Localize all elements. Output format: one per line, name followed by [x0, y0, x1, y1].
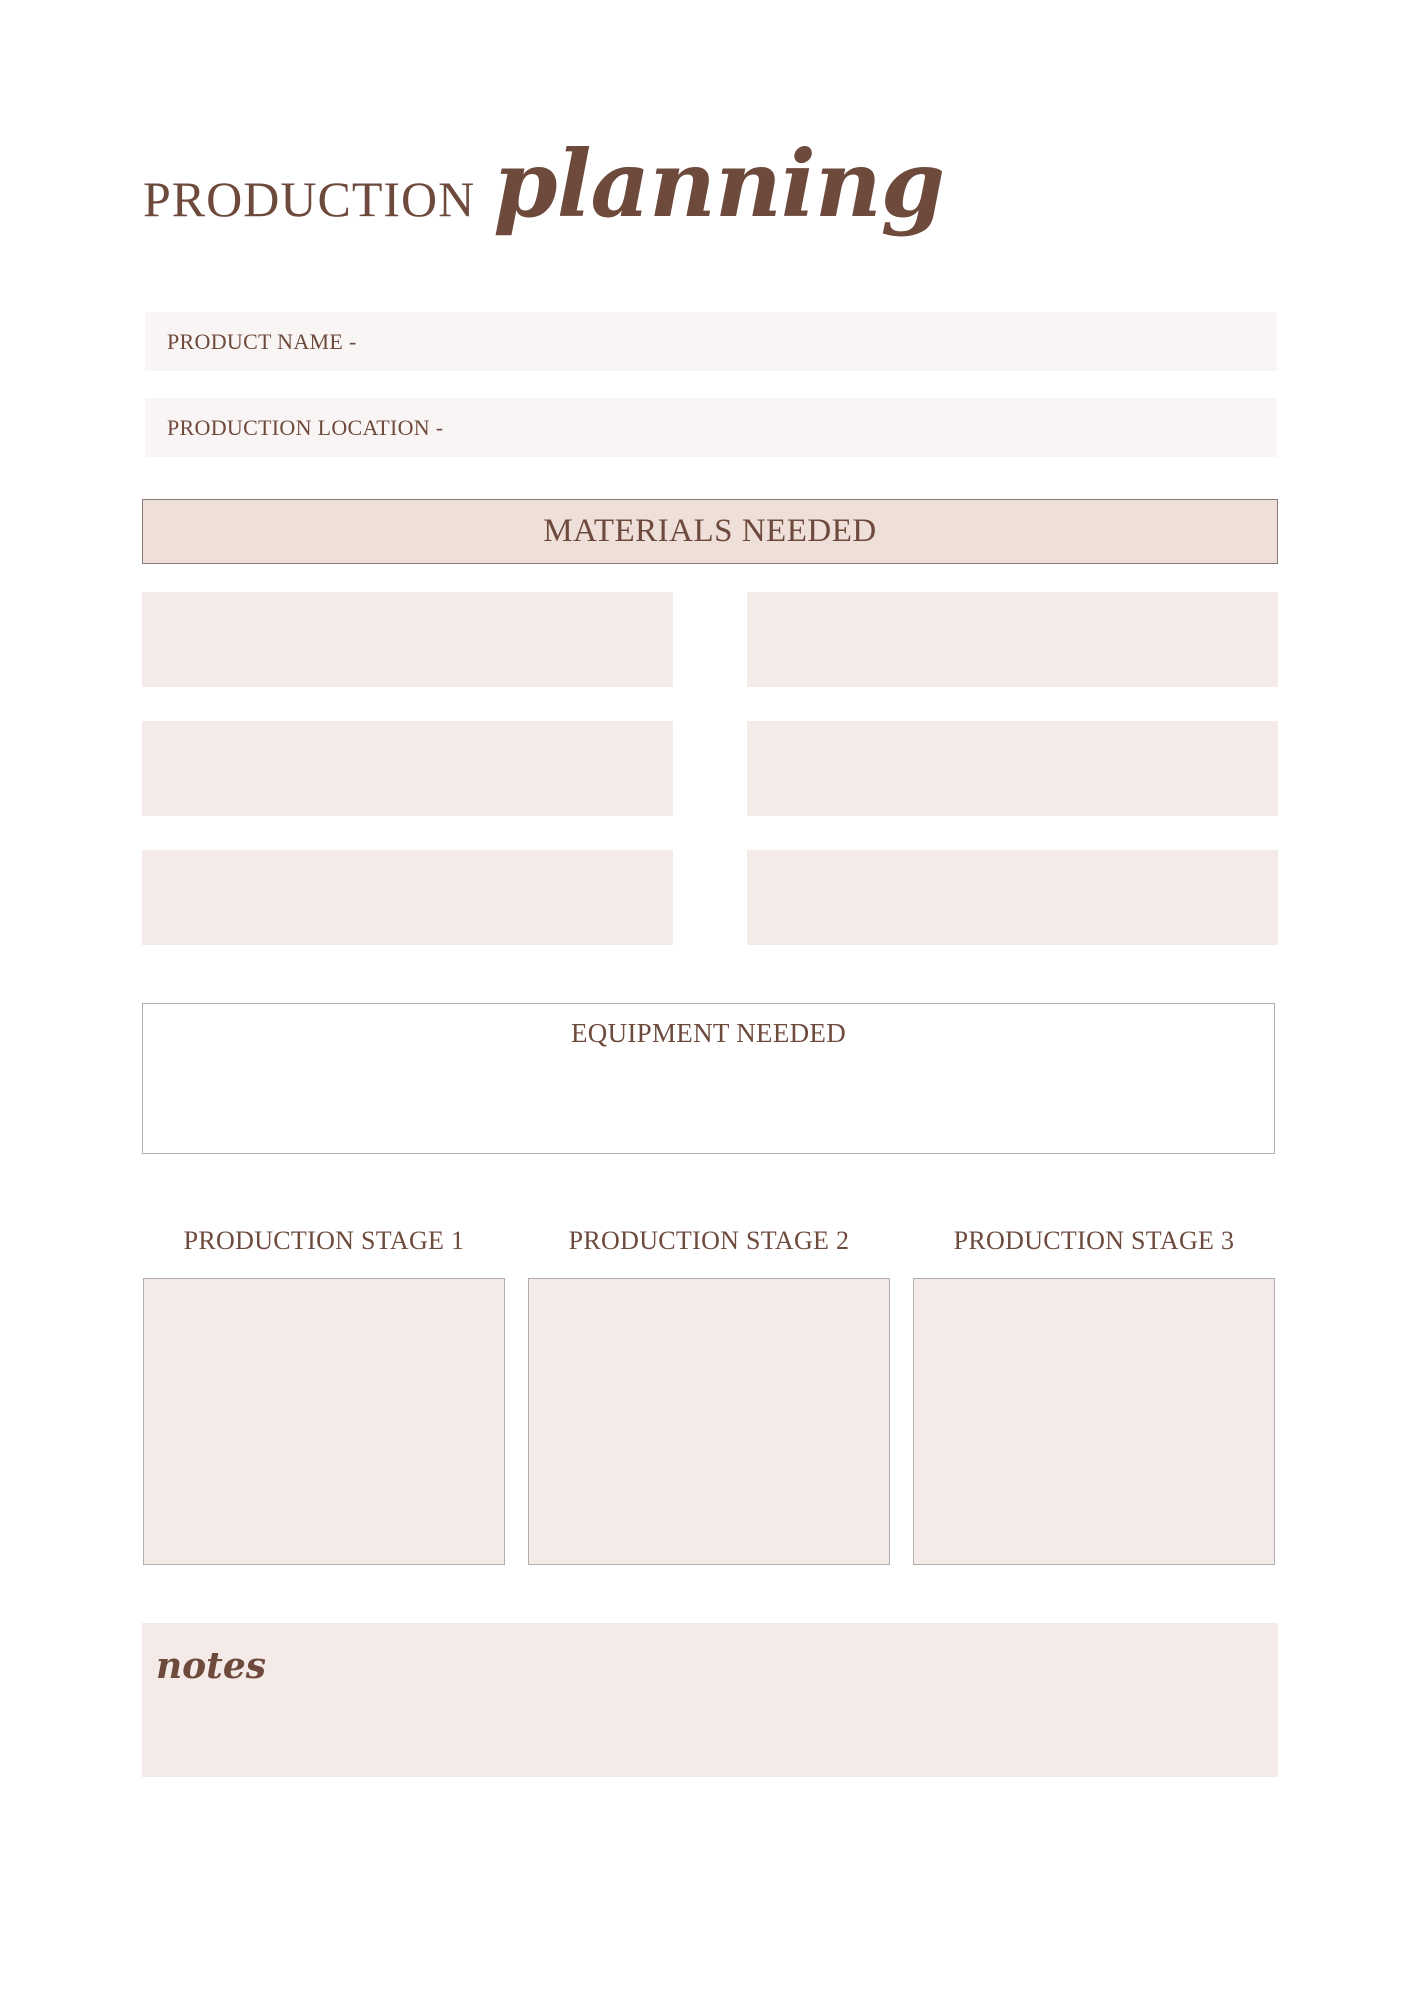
page-title — [143, 130, 944, 250]
stage-2-label: PRODUCTION STAGE 2 — [568, 1226, 850, 1255]
stage-2-box[interactable] — [528, 1278, 890, 1565]
notes-box[interactable] — [142, 1623, 1278, 1777]
title-main-text: PRODUCTION — [143, 171, 476, 227]
stage-3-box[interactable] — [913, 1278, 1275, 1565]
title-script-text: planning — [493, 130, 945, 238]
material-entry-4[interactable] — [747, 721, 1278, 816]
production-location-field[interactable] — [145, 398, 1277, 457]
material-entry-5[interactable] — [142, 850, 673, 945]
stage-3-label: PRODUCTION STAGE 3 — [953, 1226, 1235, 1255]
material-entry-1[interactable] — [142, 592, 673, 687]
stage-1-box[interactable] — [143, 1278, 505, 1565]
production-location-label: PRODUCTION LOCATION - — [167, 414, 444, 440]
notes-heading: notes — [156, 1645, 266, 1687]
equipment-box[interactable] — [142, 1003, 1275, 1154]
materials-heading — [142, 499, 1278, 564]
stage-1-label: PRODUCTION STAGE 1 — [183, 1226, 465, 1255]
product-name-field[interactable] — [145, 312, 1277, 371]
equipment-heading: EQUIPMENT NEEDED — [570, 1018, 847, 1048]
material-entry-3[interactable] — [142, 721, 673, 816]
material-entry-2[interactable] — [747, 592, 1278, 687]
materials-heading-label: MATERIALS NEEDED — [543, 513, 877, 549]
product-name-label: PRODUCT NAME - — [167, 328, 357, 354]
material-entry-6[interactable] — [747, 850, 1278, 945]
